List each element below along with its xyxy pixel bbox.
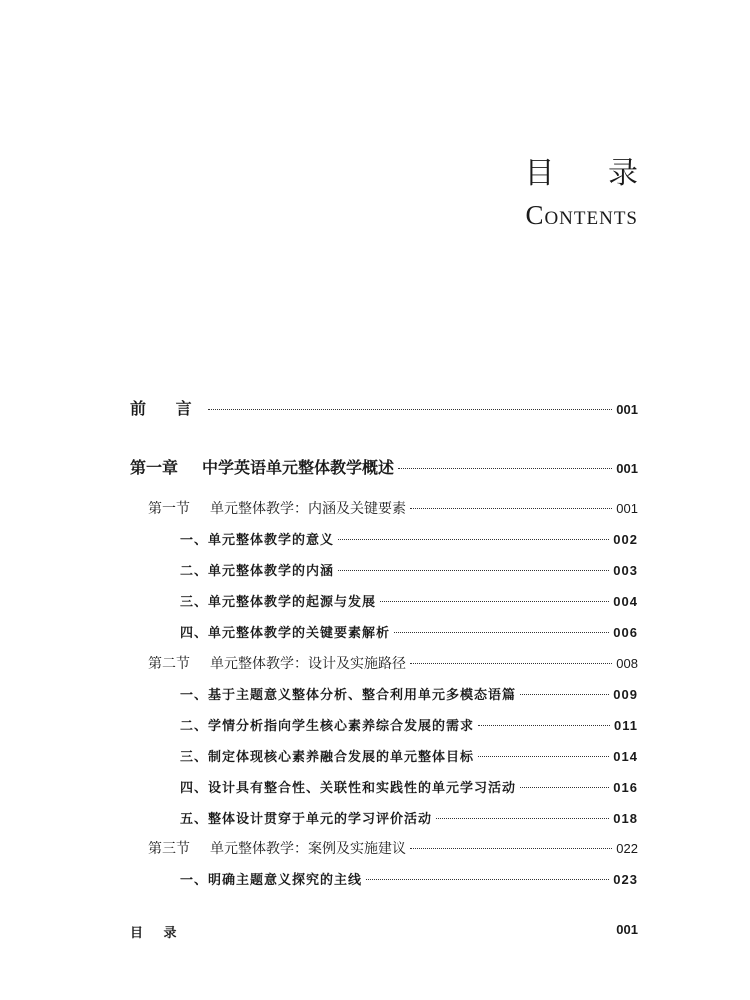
toc-entry-title: 单元整体教学：案例及实施建议 — [210, 841, 406, 857]
dot-leader — [394, 632, 609, 633]
dot-leader — [520, 694, 609, 695]
toc-entry-page: 009 — [613, 687, 638, 702]
toc-entry-item[interactable] — [180, 746, 638, 765]
toc-entry-preface[interactable] — [130, 396, 638, 419]
toc-title-chinese: 目 录 — [524, 156, 660, 191]
toc-entry-page: 004 — [613, 594, 638, 609]
toc-entry-item[interactable] — [180, 529, 638, 548]
toc-entry-title: 三、单元整体教学的起源与发展 — [180, 595, 377, 610]
toc-entry-page: 016 — [613, 780, 638, 795]
toc-entry-page: 002 — [613, 532, 638, 547]
chapter-number: 第一章 — [130, 458, 179, 477]
dot-leader — [410, 848, 612, 849]
toc-entry-title: 三、制定体现核心素养融合发展的单元整体目标 — [180, 750, 475, 765]
dot-leader — [478, 725, 610, 726]
page-number: 001 — [616, 922, 638, 937]
section-number: 第三节 — [148, 841, 190, 857]
toc-entry-title: 中学英语单元整体教学概述 — [202, 458, 395, 477]
toc-entry-title: 四、设计具有整合性、关联性和实践性的单元学习活动 — [180, 781, 517, 796]
toc-entry-section-3[interactable] — [148, 838, 638, 858]
toc-entry-title: 单元整体教学：设计及实施路径 — [210, 656, 406, 672]
toc-entry-title: 二、学情分析指向学生核心素养综合发展的需求 — [180, 719, 475, 734]
dot-leader — [338, 539, 609, 540]
toc-entry-page: 011 — [614, 718, 638, 733]
section-number: 第一节 — [148, 501, 190, 517]
dot-leader — [410, 663, 612, 664]
toc-entry-page: 022 — [616, 841, 638, 856]
dot-leader — [520, 787, 609, 788]
running-footer-label: 目 录 — [130, 926, 185, 941]
toc-entry-item[interactable] — [180, 869, 638, 888]
toc-entry-item[interactable] — [180, 622, 638, 641]
dot-leader — [208, 409, 613, 410]
dot-leader — [380, 601, 609, 602]
toc-entry-page: 001 — [616, 461, 638, 476]
toc-entry-title: 五、整体设计贯穿于单元的学习评价活动 — [180, 812, 433, 827]
dot-leader — [366, 879, 609, 880]
toc-entry-section-2[interactable] — [148, 653, 638, 673]
dot-leader — [338, 570, 609, 571]
dot-leader — [436, 818, 609, 819]
toc-entry-item[interactable] — [180, 777, 638, 796]
dot-leader — [478, 756, 609, 757]
toc-entry-item[interactable] — [180, 808, 638, 827]
toc-entry-title: 一、基于主题意义整体分析、整合利用单元多模态语篇 — [180, 688, 517, 703]
toc-entry-title: 前 言 — [130, 399, 204, 418]
section-number: 第二节 — [148, 656, 190, 672]
toc-entry-page: 003 — [613, 563, 638, 578]
toc-entry-page: 023 — [613, 872, 638, 887]
toc-entry-page: 018 — [613, 811, 638, 826]
toc-entry-item[interactable] — [180, 715, 638, 734]
toc-entry-page: 014 — [613, 749, 638, 764]
dot-leader — [398, 468, 612, 469]
toc-entry-page: 008 — [616, 656, 638, 671]
toc-entry-title: 二、单元整体教学的内涵 — [180, 564, 335, 579]
toc-entry-item[interactable] — [180, 560, 638, 579]
toc-entry-chapter-1[interactable] — [130, 455, 638, 478]
toc-entry-title: 四、单元整体教学的关键要素解析 — [180, 626, 391, 641]
toc-entry-title: 一、明确主题意义探究的主线 — [180, 873, 363, 888]
toc-entry-page: 006 — [613, 625, 638, 640]
toc-entry-page: 001 — [616, 402, 638, 417]
toc-entry-item[interactable] — [180, 591, 638, 610]
dot-leader — [410, 508, 612, 509]
toc-title-english: Contents — [525, 200, 638, 230]
toc-entry-title: 一、单元整体教学的意义 — [180, 533, 335, 548]
toc-entry-section-1[interactable] — [148, 498, 638, 518]
toc-entry-page: 001 — [616, 501, 638, 516]
toc-entry-title: 单元整体教学：内涵及关键要素 — [210, 501, 406, 517]
toc-entry-item[interactable] — [180, 684, 638, 703]
